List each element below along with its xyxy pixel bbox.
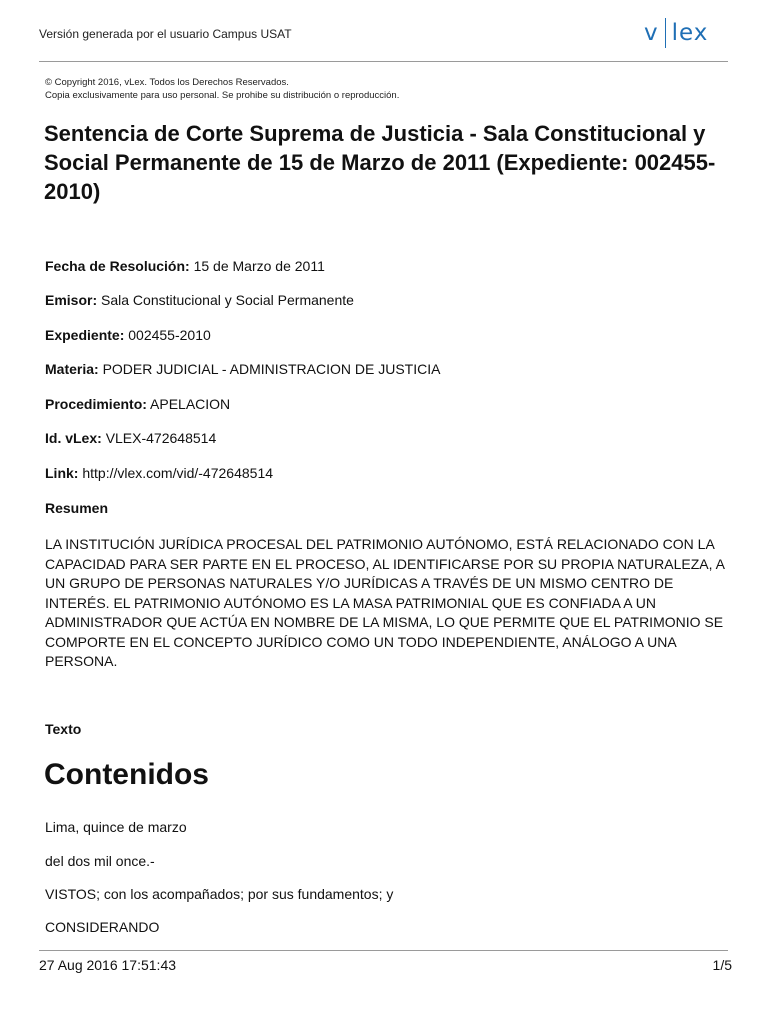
meta-link [45,465,273,481]
footer-divider [39,950,728,951]
meta-idvlex [45,430,216,446]
page-number: 1/5 [712,957,732,973]
meta-fecha [45,258,325,274]
copyright-notice [45,77,399,102]
document-link[interactable]: http://vlex.com/vid/-472648514 [82,465,274,481]
contenidos-heading: Contenidos [44,758,209,791]
logo-divider [665,18,666,48]
body-paragraph: CONSIDERANDO [45,919,160,935]
meta-label: Id. vLex: [45,430,102,446]
header-divider [39,61,728,62]
logo-left-text: v [644,20,659,46]
meta-value: PODER JUDICIAL - ADMINISTRACION DE JUSTICIA [102,361,441,377]
footer-timestamp: 27 Aug 2016 17:51:43 [39,957,177,973]
header-user-notice: Versión generada por el usuario Campus USAT [39,27,292,41]
body-paragraph: del dos mil once.- [45,853,155,869]
meta-value: VLEX-472648514 [105,430,217,446]
meta-label: Emisor: [45,292,98,308]
body-paragraph: Lima, quince de marzo [45,819,187,835]
meta-label: Expediente: [45,327,125,343]
logo-right-text: lex [671,20,709,46]
meta-label: Procedimiento: [45,396,147,412]
meta-emisor [45,292,354,308]
document-title: Sentencia de Corte Suprema de Justicia - Sala Constitucional y Social Permanente de 15 de Marzo de 2011 (Expediente: 002455-2010) [44,121,716,204]
meta-label: Link: [45,465,79,481]
meta-procedimiento [45,396,230,412]
meta-materia [45,361,440,377]
meta-value: 15 de Marzo de 2011 [193,258,325,274]
meta-value: Sala Constitucional y Social Permanente [101,292,354,308]
meta-value: APELACION [150,396,231,412]
copyright-line: © Copyright 2016, vLex. Todos los Derechos Reservados. [45,77,289,88]
meta-label: Fecha de Resolución: [45,258,190,274]
resumen-text: LA INSTITUCIÓN JURÍDICA PROCESAL DEL PATRIMONIO AUTÓNOMO, ESTÁ RELACIONADO CON LA CAPACIDAD PARA SER PARTE EN EL PROCESO, AL IDENTIFICARSE POR SU PROPIA NATURALEZA, A UN GRUPO DE PERSONAS NATURALES Y/O JURÍDICAS A TRAVÉS DE UN MISMO CENTRO DE INTERÉS. EL PATRIMONIO AUTÓNOMO ES LA MASA PATRIMONIAL QUE ES CONFIADA A UN ADMINISTRADOR QUE ACTÚA EN NOMBRE DE LA MISMA, LO QUE PERMITE QUE EL PATRIMONIO SE COMPORTE EN EL CONCEPTO JURÍDICO COMO UN TODO INDEPENDIENTE, ANÁLOGO A UNA PERSONA. [45,536,725,669]
resumen-heading: Resumen [45,500,109,516]
texto-heading: Texto [45,721,82,737]
body-paragraph: VISTOS; con los acompañados; por sus fundamentos; y [45,886,394,902]
vlex-logo[interactable] [644,18,708,48]
meta-label: Materia: [45,361,99,377]
meta-value: 002455-2010 [128,327,211,343]
meta-expediente [45,327,211,343]
copyright-line: Copia exclusivamente para uso personal. Se prohibe su distribución o reproducción. [45,89,400,101]
